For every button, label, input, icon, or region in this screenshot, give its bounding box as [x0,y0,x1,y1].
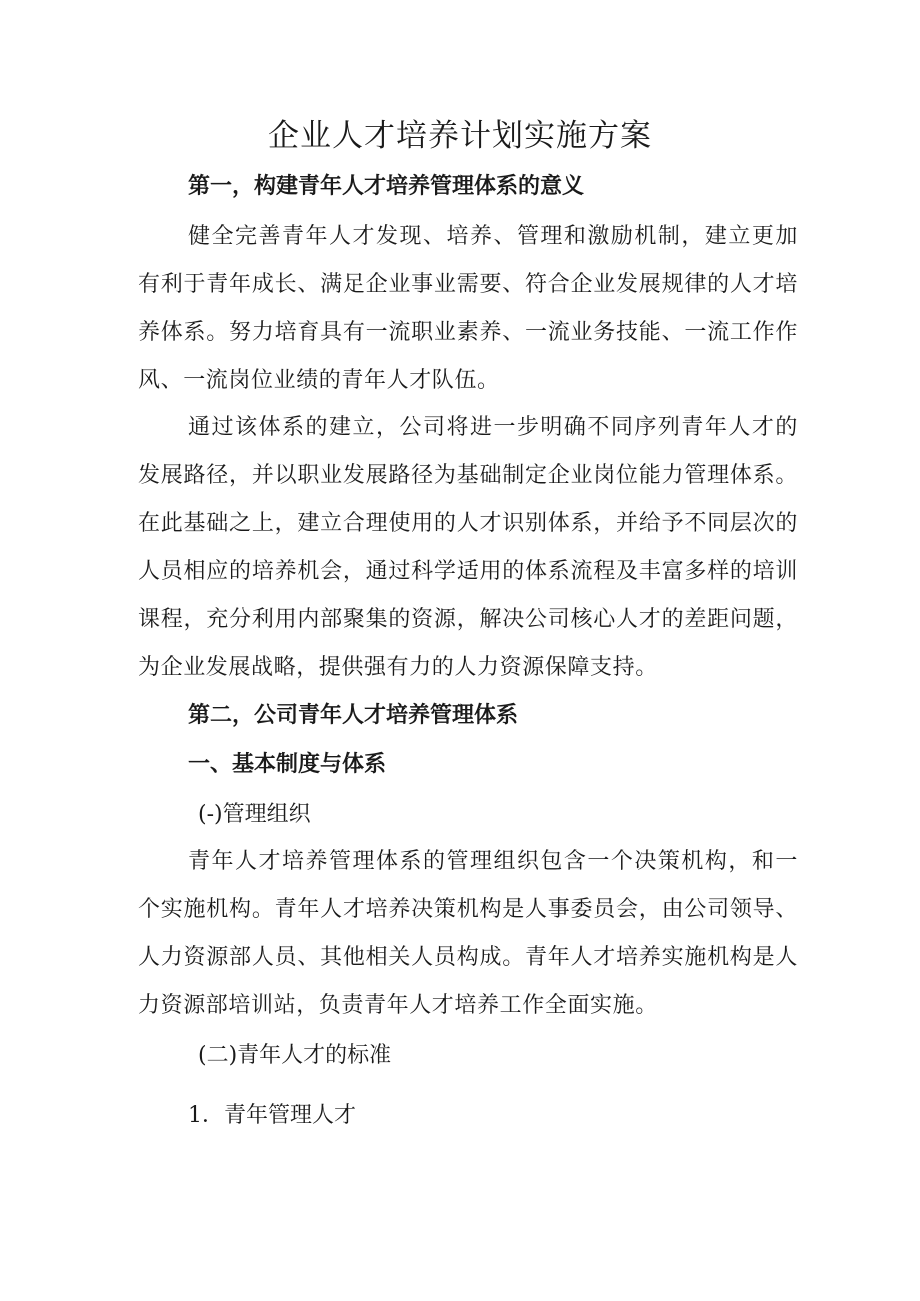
section1-paragraph-2: 通过该体系的建立，公司将进一步明确不同序列青年人才的发展路径，并以职业发展路径为基础制定企业岗位能力管理体系。在此基础之上，建立合理使用的人才识别体系，并给予不同层次的人员相应的培养机会，通过科学适用的体系流程及丰富多样的培训课程，充分利用内部聚集的资源，解决公司核心人才的差距问题，为企业发展战略，提供强有力的人力资源保障支持。 [138,415,798,680]
item2-sub-label: 1．青年管理人才 [188,1103,356,1128]
item2-label: (二)青年人才的标准 [198,1043,392,1068]
item1-label: (-)管理组织 [198,802,311,827]
section1-heading: 第一，构建青年人才培养管理体系的意义 [188,174,585,199]
section2-heading: 第二，公司青年人才培养管理体系 [188,703,519,728]
item1-paragraph: 青年人才培养管理体系的管理组织包含一个决策机构，和一个实施机构。青年人才培养决策机构是人事委员会，由公司领导、人力资源部人员、其他相关人员构成。青年人才培养实施机构是人力资源部培训站，负责青年人才培养工作全面实施。 [138,849,798,1018]
document-title: 企业人才培养计划实施方案 [268,118,652,154]
section1-paragraph-1: 健全完善青年人才发现、培养、管理和激励机制，建立更加有利于青年成长、满足企业事业需要、符合企业发展规律的人才培养体系。努力培育具有一流职业素养、一流业务技能、一流工作作风、一流岗位业绩的青年人才队伍。 [138,224,798,393]
section2-subheading: 一、基本制度与体系 [188,752,387,777]
